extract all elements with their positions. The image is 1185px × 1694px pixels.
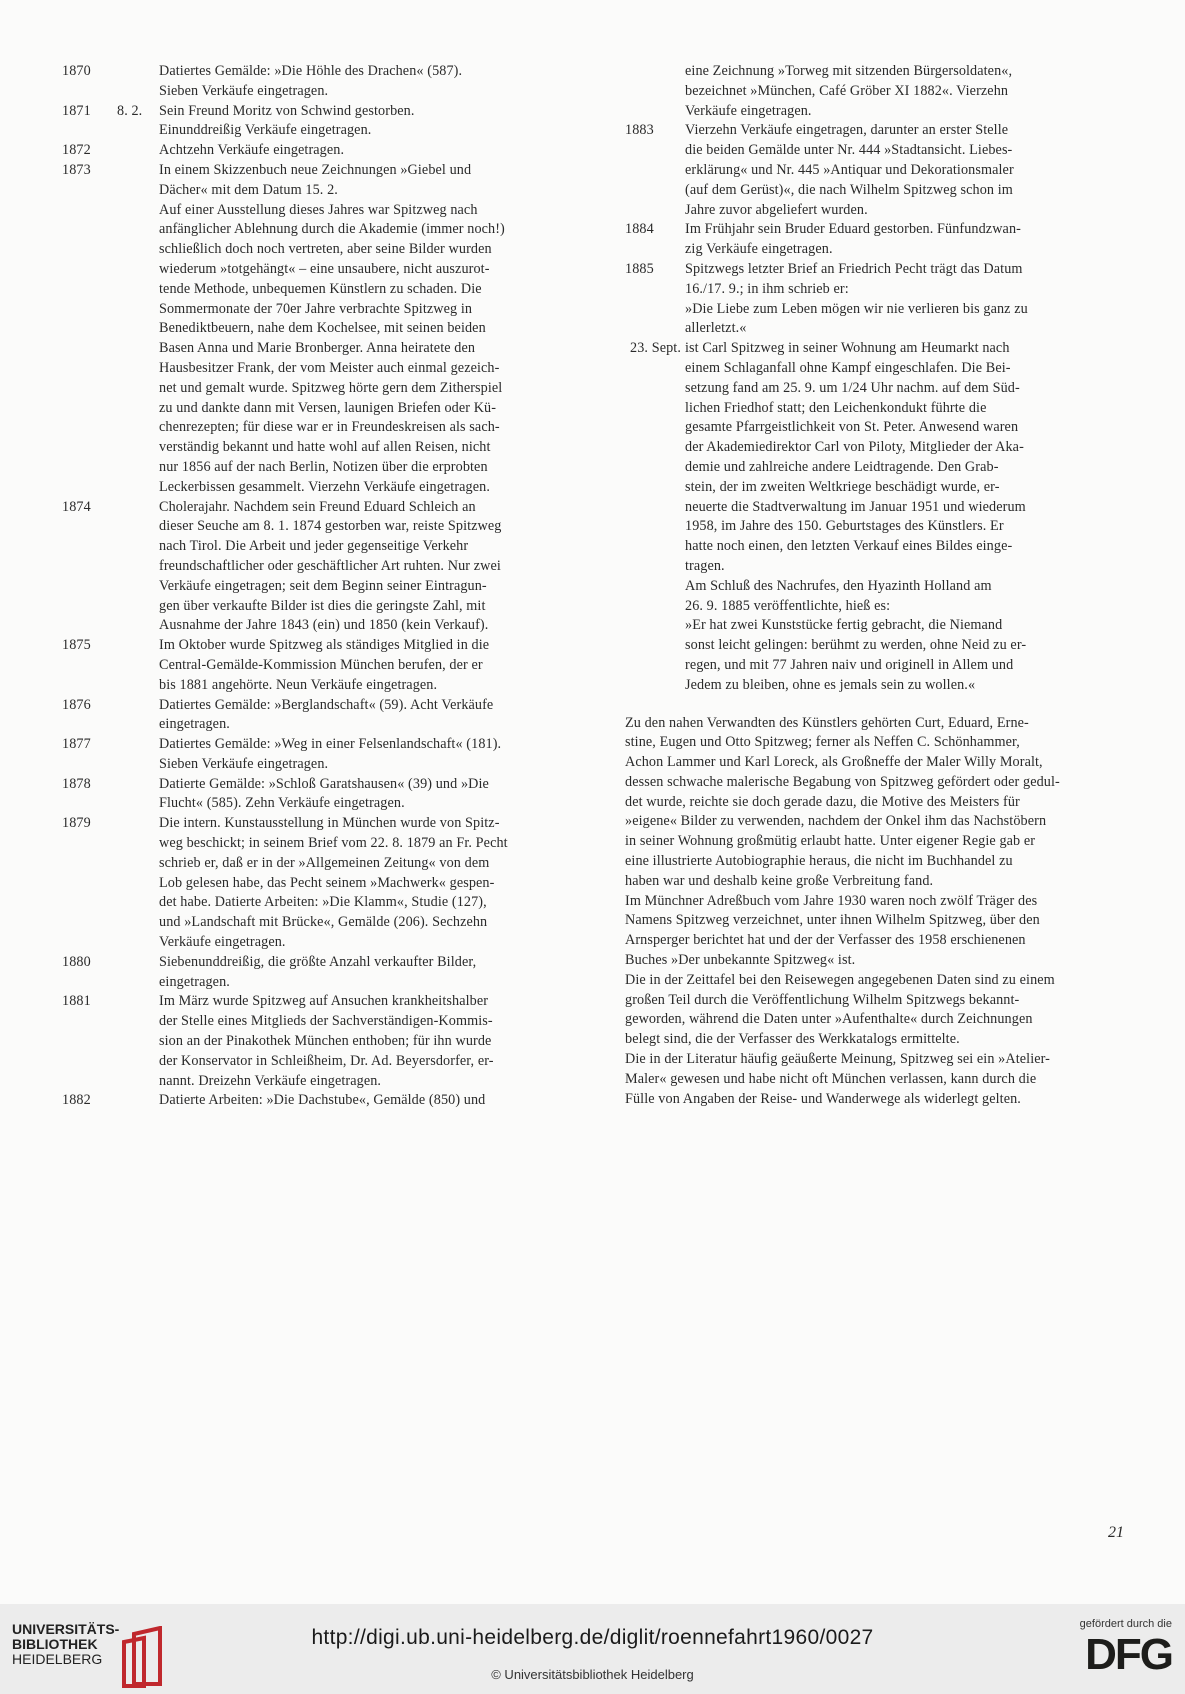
chronology-entry [62, 62, 582, 102]
entry-line: sonst leicht gelingen: berühmt zu werden, ohne Neid zu er- [685, 637, 1027, 654]
entry-line: demie und zahlreiche andere Leidtragende. Den Grab- [685, 458, 999, 475]
entry-line: Lob gelesen habe, das Pecht seinem »Machwerk« gespen- [159, 874, 495, 891]
entry-text [159, 775, 582, 815]
entry-line: schrieb er, daß er in der »Allgemeinen Zeitung« von dem [159, 854, 490, 871]
entry-year: 1870 [62, 63, 91, 79]
chronology-entry [62, 992, 582, 1091]
page-number: 21 [1108, 1524, 1124, 1541]
entry-line: allerletzt.« [685, 320, 747, 337]
entry-line: anfänglicher Ablehnung durch die Akademie (immer noch!) [159, 221, 505, 238]
entry-line: Sein Freund Moritz von Schwind gestorben. [159, 102, 415, 119]
chronology-entry [62, 161, 582, 498]
entry-year [625, 339, 685, 695]
entry-line: 1958, im Jahre des 150. Geburtstages des Künstlers. Er [685, 518, 1004, 535]
entry-line: Jahre zuvor abgeliefert wurden. [685, 201, 868, 218]
chronology-entry [62, 636, 582, 695]
prose-line: Im Münchner Adreßbuch vom Jahre 1930 waren noch zwölf Träger des [625, 892, 1038, 909]
entry-text [159, 953, 582, 993]
chronology-entry [62, 953, 582, 993]
entry-line: die beiden Gemälde unter Nr. 444 »Stadtansicht. Liebes- [685, 142, 1013, 159]
entry-line: eingetragen. [159, 973, 230, 990]
prose-line: Arnsperger berichtet hat und der der Verfasser des 1958 erschienenen [625, 932, 1026, 949]
entry-line: Leckerbissen gesammelt. Vierzehn Verkäufe eingetragen. [159, 478, 490, 495]
chronology-entry [62, 141, 582, 161]
library-name-line2: BIBLIOTHEK [12, 1636, 98, 1652]
left-column [62, 62, 582, 1111]
prose-paragraph [625, 714, 1140, 892]
entry-year [625, 62, 685, 121]
entry-line: Vierzehn Verkäufe eingetragen, darunter an erster Stelle [685, 122, 1009, 139]
entry-date [117, 636, 159, 695]
chronology-entry [62, 775, 582, 815]
entry-line: erklärung« und Nr. 445 »Antiquar und Dekorationsmaler [685, 161, 1014, 178]
chronology-entry [625, 220, 1140, 260]
entry-year: 1875 [62, 637, 91, 654]
prose-line: Maler« gewesen und habe nicht oft München verlassen, kann durch die [625, 1070, 1037, 1087]
entry-text [685, 220, 1140, 260]
entry-line: hatte noch einen, den letzten Verkauf eines Bildes einge- [685, 538, 1013, 555]
entry-line: zu und dankte dann mit Versen, launigen Briefen oder Kü- [159, 399, 497, 416]
entry-date [117, 696, 159, 736]
entry-year: 1883 [625, 122, 654, 139]
entry-line: ist Carl Spitzweg in seiner Wohnung am Heumarkt nach [685, 340, 1010, 357]
chronology-entry [62, 814, 582, 953]
chronology-entry [62, 735, 582, 775]
chronology-entry [625, 260, 1140, 339]
entry-line: (auf dem Gerüst)«, die nach Wilhelm Spitzweg schon im [685, 181, 1013, 198]
entry-date [117, 992, 159, 1091]
entry-line: eingetragen. [159, 716, 230, 733]
entry-date [117, 161, 159, 498]
entry-line: gesamte Pfarrgeistlichkeit von St. Peter. Anwesend waren [685, 419, 1019, 436]
entry-line: Datierte Arbeiten: »Die Dachstube«, Gemälde (850) und [159, 1092, 486, 1109]
chronology-entry [62, 102, 582, 142]
entry-year: 1880 [62, 953, 91, 970]
entry-line: der Akademiedirektor Carl von Piloty, Mitglieder der Aka- [685, 439, 1024, 456]
entry-line: det habe. Datierte Arbeiten: »Die Klamm«, Studie (127), [159, 894, 487, 911]
entry-line: Cholerajahr. Nachdem sein Freund Eduard Schleich an [159, 498, 476, 515]
prose-paragraph [625, 892, 1140, 971]
entry-line: Sieben Verkäufe eingetragen. [159, 755, 329, 772]
chronology-entry [625, 62, 1140, 121]
entry-line: Ausnahme der Jahre 1843 (ein) und 1850 (kein Verkauf). [159, 617, 489, 634]
entry-line: Sommermonate der 70er Jahre verbrachte Spitzweg in [159, 300, 473, 317]
entry-year: 1879 [62, 815, 91, 832]
prose-line: det wurde, reichte sie doch gerade dazu, die Motive des Meisters für [625, 793, 1020, 810]
entry-text [159, 992, 582, 1091]
entry-text [685, 260, 1140, 339]
prose-line: Achon Lammer und Karl Loreck, als Großneffe der Maler Willy Moralt, [625, 754, 1043, 771]
entry-line: Auf einer Ausstellung dieses Jahres war Spitzweg nach [159, 201, 478, 218]
entry-date-text: 23. Sept. [630, 340, 681, 357]
entry-line: »Die Liebe zum Leben mögen wir nie verlieren bis ganz zu [685, 300, 1028, 317]
entry-line: setzung fand am 25. 9. um 1/24 Uhr nachm. auf dem Süd- [685, 379, 1020, 396]
dfg-wordmark: DFG [1085, 1630, 1172, 1679]
entry-text [159, 161, 582, 498]
chronology-entry [62, 498, 582, 637]
entry-text [159, 1091, 582, 1111]
entry-line: neuerte die Stadtverwaltung im Januar 1951 und wiederum [685, 498, 1026, 515]
entry-line: dieser Seuche am 8. 1. 1874 gestorben war, reiste Spitzweg [159, 518, 502, 535]
prose-line: Zu den nahen Verwandten des Künstlers gehörten Curt, Eduard, Erne- [625, 714, 1029, 731]
prose-line: Buches »Der unbekannte Spitzweg« ist. [625, 952, 856, 969]
entry-line: Verkäufe eingetragen. [685, 102, 812, 119]
entry-line: gen über verkaufte Bilder ist dies die geringste Zahl, mit [159, 597, 486, 614]
entry-line: der Konservator in Schleißheim, Dr. Ad. Beyersdorfer, er- [159, 1052, 494, 1069]
footer-bar [0, 1604, 1185, 1694]
entry-line: freundschaftlicher oder geschäftlicher Art ruhten. Nur zwei [159, 557, 501, 574]
entry-year: 1872 [62, 142, 91, 159]
prose-line: geworden, während die Daten unter »Aufenthalte« durch Zeichnungen [625, 1011, 1033, 1028]
entry-line: tende Methode, unbequemen Künstlern zu schaden. Die [159, 280, 482, 297]
prose-line: stine, Eugen und Otto Spitzweg; ferner als Neffen C. Schönhammer, [625, 734, 1020, 751]
funded-by-label: gefördert durch die [1079, 1618, 1172, 1630]
prose-line: dessen schwache malerische Begabung von Spitzweg gefördert oder gedul- [625, 773, 1060, 790]
entry-line: nannt. Dreizehn Verkäufe eingetragen. [159, 1072, 382, 1089]
entry-text [685, 121, 1140, 220]
entry-text [159, 102, 582, 142]
entry-line: tragen. [685, 557, 725, 574]
entry-text [685, 339, 1140, 695]
entry-date [117, 953, 159, 993]
entry-line: Im Frühjahr sein Bruder Eduard gestorben. Fünfundzwan- [685, 221, 1021, 238]
entry-year: 1885 [625, 260, 654, 277]
entry-text [685, 62, 1140, 121]
right-prose [625, 714, 1140, 1110]
copyright-notice: © Universitätsbibliothek Heidelberg [491, 1667, 694, 1682]
entry-line: bis 1881 angehörte. Neun Verkäufe eingetragen. [159, 676, 438, 693]
entry-line: der Stelle eines Mitglieds der Sachverständigen-Kommis- [159, 1013, 493, 1030]
prose-paragraph [625, 971, 1140, 1050]
entry-line: Datiertes Gemälde: »Berglandschaft« (59). Acht Verkäufe [159, 696, 494, 713]
entry-line: 16./17. 9.; in ihm schrieb er: [685, 280, 849, 297]
entry-line: stein, der im zweiten Weltkriege beschädigt wurde, er- [685, 478, 1000, 495]
entry-line: chenrezepten; für diese war er in Freundeskreisen als sach- [159, 419, 500, 436]
entry-line: Einunddreißig Verkäufe eingetragen. [159, 122, 372, 139]
entry-line: Jedem zu bleiben, ohne es jemals sein zu wollen.« [685, 676, 976, 693]
entry-line: Basen Anna und Marie Bronberger. Anna heiratete den [159, 340, 476, 357]
entry-line: net und gemalt wurde. Spitzweg hörte gern dem Zitherspiel [159, 379, 503, 396]
prose-line: belegt sind, die der Verfasser des Werkkatalogs ermittelte. [625, 1031, 960, 1048]
entry-line: Die intern. Kunstausstellung in München wurde von Spitz- [159, 815, 500, 832]
entry-text [159, 735, 582, 775]
entry-text [159, 814, 582, 953]
entry-year: 1871 [62, 102, 91, 119]
entry-line: Am Schluß des Nachrufes, den Hyazinth Holland am [685, 577, 992, 594]
entry-date [117, 814, 159, 953]
entry-year: 1877 [62, 736, 91, 753]
prose-line: Die in der Literatur häufig geäußerte Meinung, Spitzweg sei ein »Atelier- [625, 1051, 1051, 1068]
entry-line: eine Zeichnung »Torweg mit sitzenden Bürgersoldaten«, [685, 63, 1013, 79]
entry-line: schließlich doch noch vertreten, aber seine Bilder wurden [159, 241, 492, 258]
entry-text [159, 498, 582, 637]
prose-line: Die in der Zeittafel bei den Reisewegen angegebenen Daten sind zu einem [625, 971, 1055, 988]
document-url[interactable]: http://digi.ub.uni-heidelberg.de/diglit/roennefahrt1960/0027 [311, 1626, 874, 1649]
chronology-entry [62, 696, 582, 736]
entry-date [117, 735, 159, 775]
entry-line: weg beschickt; in seinem Brief vom 22. 8. 1879 an Fr. Pecht [159, 835, 508, 852]
entry-line: zig Verkäufe eingetragen. [685, 241, 833, 258]
entry-year: 1878 [62, 775, 91, 792]
entry-year: 1881 [62, 993, 91, 1010]
entry-line: Central-Gemälde-Kommission München berufen, der er [159, 656, 483, 673]
entry-line: Sieben Verkäufe eingetragen. [159, 82, 329, 99]
entry-text [159, 62, 582, 102]
entry-line: Verkäufe eingetragen. [159, 934, 286, 951]
prose-line: großen Teil durch die Veröffentlichung Wilhelm Spitzwegs bekannt- [625, 991, 1020, 1008]
entry-year: 1884 [625, 221, 654, 238]
entry-year: 1882 [62, 1092, 91, 1109]
chronology-entry [625, 121, 1140, 220]
right-chronology [625, 62, 1140, 696]
prose-line: eine illustrierte Autobiographie heraus, die nicht im Buchhandel zu [625, 853, 1013, 870]
entry-line: Benediktbeuern, nahe dem Kochelsee, mit seinen beiden [159, 320, 486, 337]
entry-line: einem Schlaganfall ohne Kampf eingeschlafen. Die Bei- [685, 359, 1011, 376]
entry-line: Achtzehn Verkäufe eingetragen. [159, 142, 345, 159]
library-name-line1: UNIVERSITÄTS- [12, 1621, 120, 1637]
entry-line: Im Oktober wurde Spitzweg als ständiges Mitglied in die [159, 637, 490, 654]
prose-paragraph [625, 1050, 1140, 1109]
entry-date [117, 62, 159, 102]
entry-date [117, 775, 159, 815]
entry-line: Im März wurde Spitzweg auf Ansuchen krankheitshalber [159, 993, 489, 1010]
entry-line: regen, und mit 77 Jahren naiv und originell in Allem und [685, 656, 1014, 673]
entry-line: In einem Skizzenbuch neue Zeichnungen »Giebel und [159, 161, 472, 178]
entry-line: Siebenunddreißig, die größte Anzahl verkaufter Bilder, [159, 953, 477, 970]
entry-line: »Er hat zwei Kunststücke fertig gebracht, die Niemand [685, 617, 1003, 634]
library-name-line3: HEIDELBERG [12, 1651, 103, 1667]
entry-line: sion an der Pinakothek München enthoben; für ihn wurde [159, 1033, 492, 1050]
chronology-entry [62, 1091, 582, 1111]
right-column [625, 62, 1140, 1109]
entry-date: 8. 2. [117, 102, 143, 119]
prose-line: »eigene« Bilder zu verwenden, nachdem der Onkel ihm das Nachstöbern [625, 813, 1047, 830]
entry-line: Datiertes Gemälde: »Weg in einer Felsenlandschaft« (181). [159, 736, 502, 753]
entry-line: Dächer« mit dem Datum 15. 2. [159, 181, 338, 198]
entry-year: 1876 [62, 696, 91, 713]
entry-line: Datiertes Gemälde: »Die Höhle des Drachen« (587). [159, 63, 463, 79]
entry-year: 1874 [62, 498, 91, 515]
prose-line: Namens Spitzweg verzeichnet, unter ihnen Wilhelm Spitzweg, über den [625, 912, 1040, 929]
prose-line: in seiner Wohnung großmütig erlaubt hatte. Unter eigener Regie gab er [625, 833, 1036, 850]
entry-text [159, 696, 582, 736]
dfg-logo[interactable] [1052, 1618, 1172, 1678]
prose-line: Fülle von Angaben der Reise- und Wanderwege als widerlegt gelten. [625, 1090, 1021, 1107]
entry-text [159, 141, 582, 161]
entry-text [159, 636, 582, 695]
entry-line: Verkäufe eingetragen; seit dem Beginn seiner Eintragun- [159, 577, 487, 594]
entry-line: 26. 9. 1885 veröffentlichte, hieß es: [685, 597, 891, 614]
entry-line: lichen Friedhof statt; den Leichenkondukt führte die [685, 399, 987, 416]
entry-line: nur 1856 auf der nach Berlin, Notizen über die erprobten [159, 458, 488, 475]
entry-date [117, 1091, 159, 1111]
entry-line: verständig bekannt und hatte wohl auf allen Reisen, nicht [159, 439, 491, 456]
entry-line: Spitzwegs letzter Brief an Friedrich Pecht trägt das Datum [685, 260, 1023, 277]
entry-date [117, 498, 159, 637]
entry-year: 1873 [62, 161, 91, 178]
prose-line: haben war und deshalb keine große Verbreitung fand. [625, 872, 934, 889]
entry-line: Datierte Gemälde: »Schloß Garatshausen« (39) und »Die [159, 775, 489, 792]
entry-date [117, 141, 159, 161]
entry-line: wiederum »totgehängt« – eine unsaubere, nicht auszurot- [159, 260, 490, 277]
chronology-entry [625, 339, 1140, 695]
entry-line: bezeichnet »München, Café Gröber XI 1882«. Vierzehn [685, 82, 1009, 99]
entry-line: Flucht« (585). Zehn Verkäufe eingetragen. [159, 795, 405, 812]
entry-line: Hausbesitzer Frank, der vom Meister auch einmal gezeich- [159, 359, 500, 376]
entry-line: und »Landschaft mit Brücke«, Gemälde (206). Sechzehn [159, 914, 488, 931]
entry-line: nach Tirol. Die Arbeit und jeder gegenseitige Verkehr [159, 538, 469, 555]
